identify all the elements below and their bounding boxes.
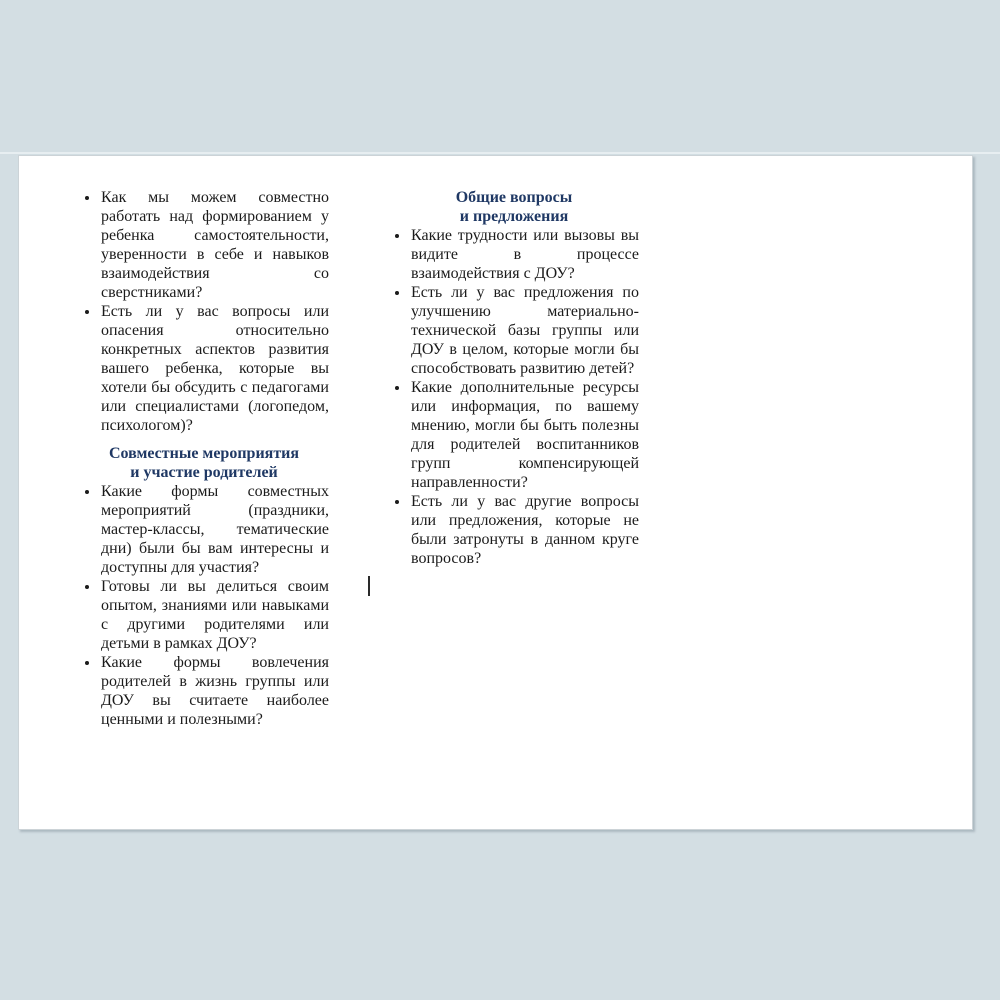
page-top-separator xyxy=(0,152,1000,154)
list-item[interactable]: Какие дополнительные ресурсы или информация, по вашему мнению, могли бы быть полезны для родителей воспитанников групп компенсирующей направленности? xyxy=(389,378,639,492)
list-item[interactable]: Есть ли у вас другие вопросы или предложения, которые не были затронуты в данном круге вопросов? xyxy=(389,492,639,568)
text-column-left xyxy=(79,188,329,729)
list-item[interactable]: Какие трудности или вызовы вы видите в процессе взаимодействия с ДОУ? xyxy=(389,226,639,283)
section-heading-joint-events[interactable] xyxy=(79,444,329,482)
bullet-list-child-development xyxy=(79,188,329,435)
text-column-right xyxy=(389,188,639,568)
list-item[interactable]: Какие формы вовлечения родителей в жизнь группы или ДОУ вы считаете наиболее ценными и полезными? xyxy=(79,653,329,729)
document-page[interactable] xyxy=(18,155,973,830)
section-heading-general-questions[interactable] xyxy=(389,188,639,226)
heading-line: Совместные мероприятия xyxy=(108,445,300,462)
bullet-list-general-questions xyxy=(389,226,639,568)
text-cursor xyxy=(368,576,370,596)
list-item[interactable]: Есть ли у вас вопросы или опасения относительно конкретных аспектов развития вашего ребенка, которые вы хотели бы обсудить с педагогами или специалистами (логопедом, психологом)? xyxy=(79,302,329,435)
heading-line: Общие вопросы xyxy=(455,189,573,206)
heading-line: и предложения xyxy=(459,208,569,225)
list-item[interactable]: Как мы можем совместно работать над формированием у ребенка самостоятельности, уверенности в себе и навыков взаимодействия со сверстниками? xyxy=(79,188,329,302)
list-item[interactable]: Готовы ли вы делиться своим опытом, знаниями или навыками с другими родителями или детьми в рамках ДОУ? xyxy=(79,577,329,653)
list-item[interactable]: Есть ли у вас предложения по улучшению материально-технической базы группы или ДОУ в целом, которые могли бы способствовать развитию детей? xyxy=(389,283,639,378)
heading-line: и участие родителей xyxy=(130,464,278,481)
list-item[interactable]: Какие формы совместных мероприятий (праздники, мастер-классы, тематические дни) были бы вам интересны и доступны для участия? xyxy=(79,482,329,577)
bullet-list-joint-events xyxy=(79,482,329,729)
